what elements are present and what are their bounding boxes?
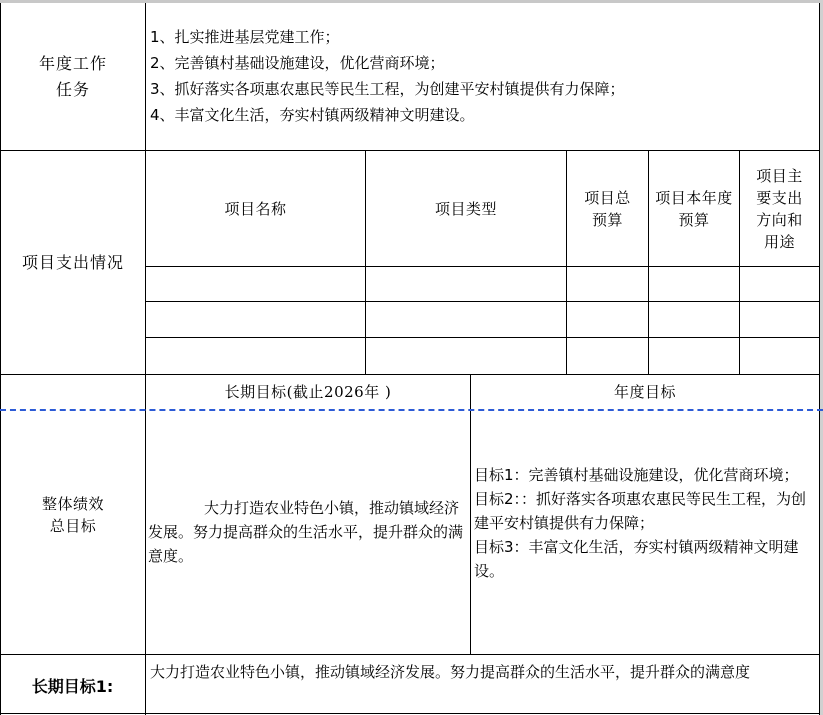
annual-task-label-cell (1, 3, 145, 150)
project-type-header: 项目类型 (434, 199, 497, 218)
long-term-goal-1-label: 长期目标1: (31, 676, 114, 696)
annual-goal-item-1: 目标1：完善镇村基础设施建设，优化营商环境； (474, 466, 799, 484)
annual-task-item-2: 2、完善镇村基础设施建设，优化营商环境； (150, 54, 445, 72)
annual-task-label: 年度工作任务 (38, 53, 107, 99)
long-term-goal-text: 大力打造农业特色小镇，推动镇域经济发展。努力提高群众的生活水平，提升群众的满意度。 (148, 499, 464, 565)
annual-task-item-3: 3、抓好落实各项惠农惠民等民生工程，为创建平安村镇提供有力保障； (150, 80, 625, 98)
annual-task-item-1: 1、扎实推进基层党建工作； (150, 28, 340, 46)
annual-task-list (150, 24, 810, 128)
goals-col-divider (470, 374, 471, 654)
project-expenditure-label: 项目支出情况 (21, 252, 124, 272)
project-row-1 (146, 267, 819, 301)
project-annual-budget-header: 项目本年度预算 (655, 188, 733, 229)
annual-goal-item-3: 目标3：丰富文化生活，夯实村镇两级精神文明建设。 (474, 538, 799, 580)
project-main-use-header: 项目主要支出方向和用途 (756, 166, 803, 251)
annual-goal-item-2: 目标2：：抓好落实各项惠农惠民等民生工程，为创建平安村镇提供有力保障； (474, 490, 807, 532)
project-expenditure-label-cell (1, 151, 145, 374)
border-right (819, 3, 820, 715)
long-term-goal-1-text: 大力打造农业特色小镇，推动镇域经济发展。努力提高群众的生活水平，提升群众的满意度 (150, 663, 751, 681)
annual-goal-header: 年度目标 (613, 383, 676, 401)
project-name-header: 项目名称 (224, 199, 287, 218)
project-row-3 (146, 338, 819, 374)
project-total-budget-header: 项目总预算 (584, 188, 631, 229)
annual-goal-list (474, 463, 812, 583)
long-term-goal-header: 长期目标(截止2026年 ) (224, 383, 392, 401)
annual-task-item-4: 4、丰富文化生活，夯实村镇两级精神文明建设。 (150, 106, 475, 124)
overall-goals-label: 整体绩效总目标 (41, 494, 104, 535)
overall-goals-label-cell (1, 375, 145, 654)
project-row-2 (146, 302, 819, 337)
